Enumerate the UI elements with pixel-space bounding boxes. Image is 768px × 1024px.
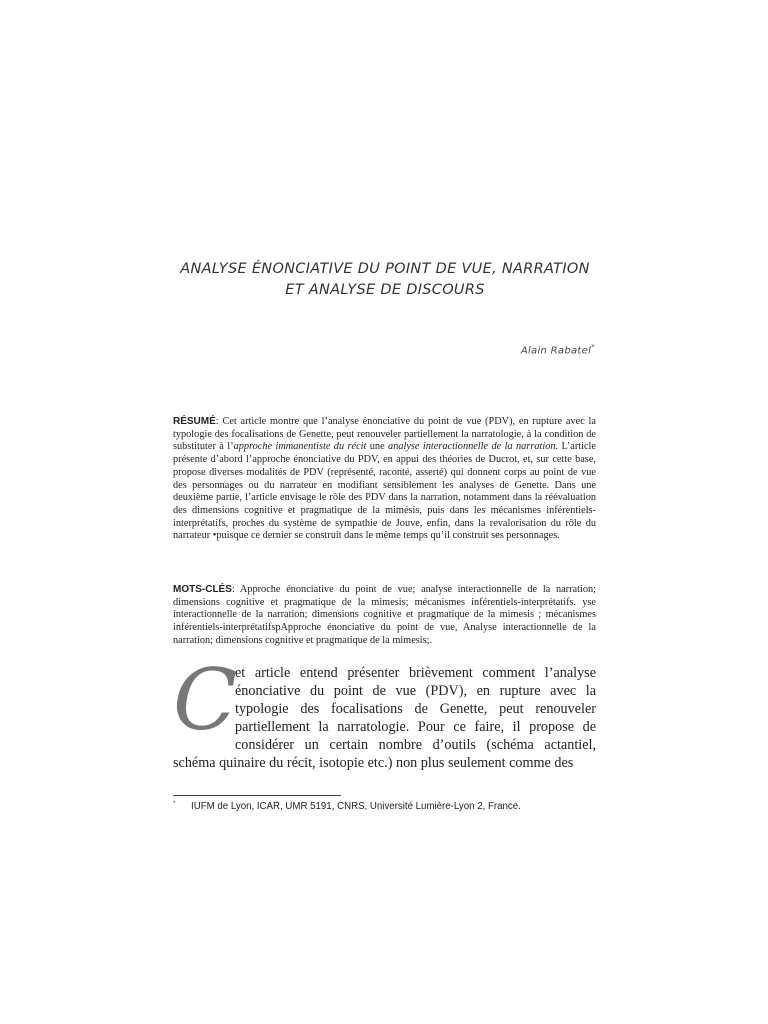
abstract-label: RÉSUMÉ — [173, 416, 216, 427]
abstract-text-2: une — [366, 441, 389, 453]
article-title — [150, 259, 620, 301]
abstract — [173, 416, 596, 543]
footnote-divider — [173, 795, 341, 796]
abstract-text-1: : Cet article montre que l’analyse énonciative du point de vue (PDV), en rupture avec la typologie des focalisations de Genette, peut renouveler partiellement la narratologie, à la condition de substituter à l’ — [173, 416, 596, 453]
footnote-mark: * — [173, 801, 176, 807]
body-paragraph — [173, 651, 596, 772]
article-title-line-1: ANALYSE ÉNONCIATIVE DU POINT DE VUE, NARRATION — [180, 261, 590, 277]
abstract-text-3: . L’article présente d’abord l’approche énonciative du PDV, en appui des théories de Ducrot, et, sur cette base, propose diverses modalités de PDV (représenté, raconté, asserté) qui donnent corps au point de vue des personnages ou du narrateur en modifiant sensiblement les analyses de Genette. Dans une deuxième partie, l’article envisage le rôle des PDV dans la narration, notamment dans la réévaluation des dimensions cognitive et pragmatique de la mimésis, puis dans les mécanismes inférentiels-interprétatifs, proches du système de sympathie de Jouve, enfin, dans la revalorisation du rôle du narrateur •puisque ce dernier se construit dans le même temps qu’il construit ses personnages. — [173, 441, 596, 542]
author-name — [521, 343, 595, 356]
drop-cap: C — [173, 651, 238, 749]
footnote-text: IUFM de Lyon, ICAR, UMR 5191, CNRS, Université Lumière-Lyon 2, France. — [191, 801, 521, 812]
body-paragraph-text: et article entend présenter brièvement comment l’analyse énonciative du point de vue (PDV), en rupture avec la typologie des focalisations de Genette, peut renouveler partiellement la narratologie. Pour ce faire, il propose de considérer un certain nombre d’outils (schéma actantiel, schéma quinaire du récit, isotopie etc.) non plus seulement comme des — [173, 665, 596, 771]
abstract-italic-2: analyse interactionnelle de la narration — [388, 441, 556, 453]
abstract-italic-1: approche immanentiste du récit — [233, 441, 367, 453]
footnote — [173, 801, 596, 812]
author-footnote-mark: * — [591, 343, 595, 351]
keywords-text: : Approche énonciative du point de vue; analyse interactionnelle de la narration; dimensions cognitive et pragmatique de la mimesis; mécanismes inférentiels-interprétatifs. yse interactionnelle de la narration; dimensions cognitive et pragmatique de la mimesis ; mécanismes inférentiels-interprétatifspApproche énonciative du point de vue, Analyse interactionnelle de la narration; dimensions cognitive et pragmatique de la mimesis;. — [173, 584, 596, 646]
keywords-label: MOTS-CLÉS — [173, 584, 232, 595]
author-name-text: Alain Rabatel — [520, 345, 592, 357]
keywords — [173, 584, 596, 648]
article-title-line-2: ET ANALYSE DE DISCOURS — [285, 282, 485, 298]
